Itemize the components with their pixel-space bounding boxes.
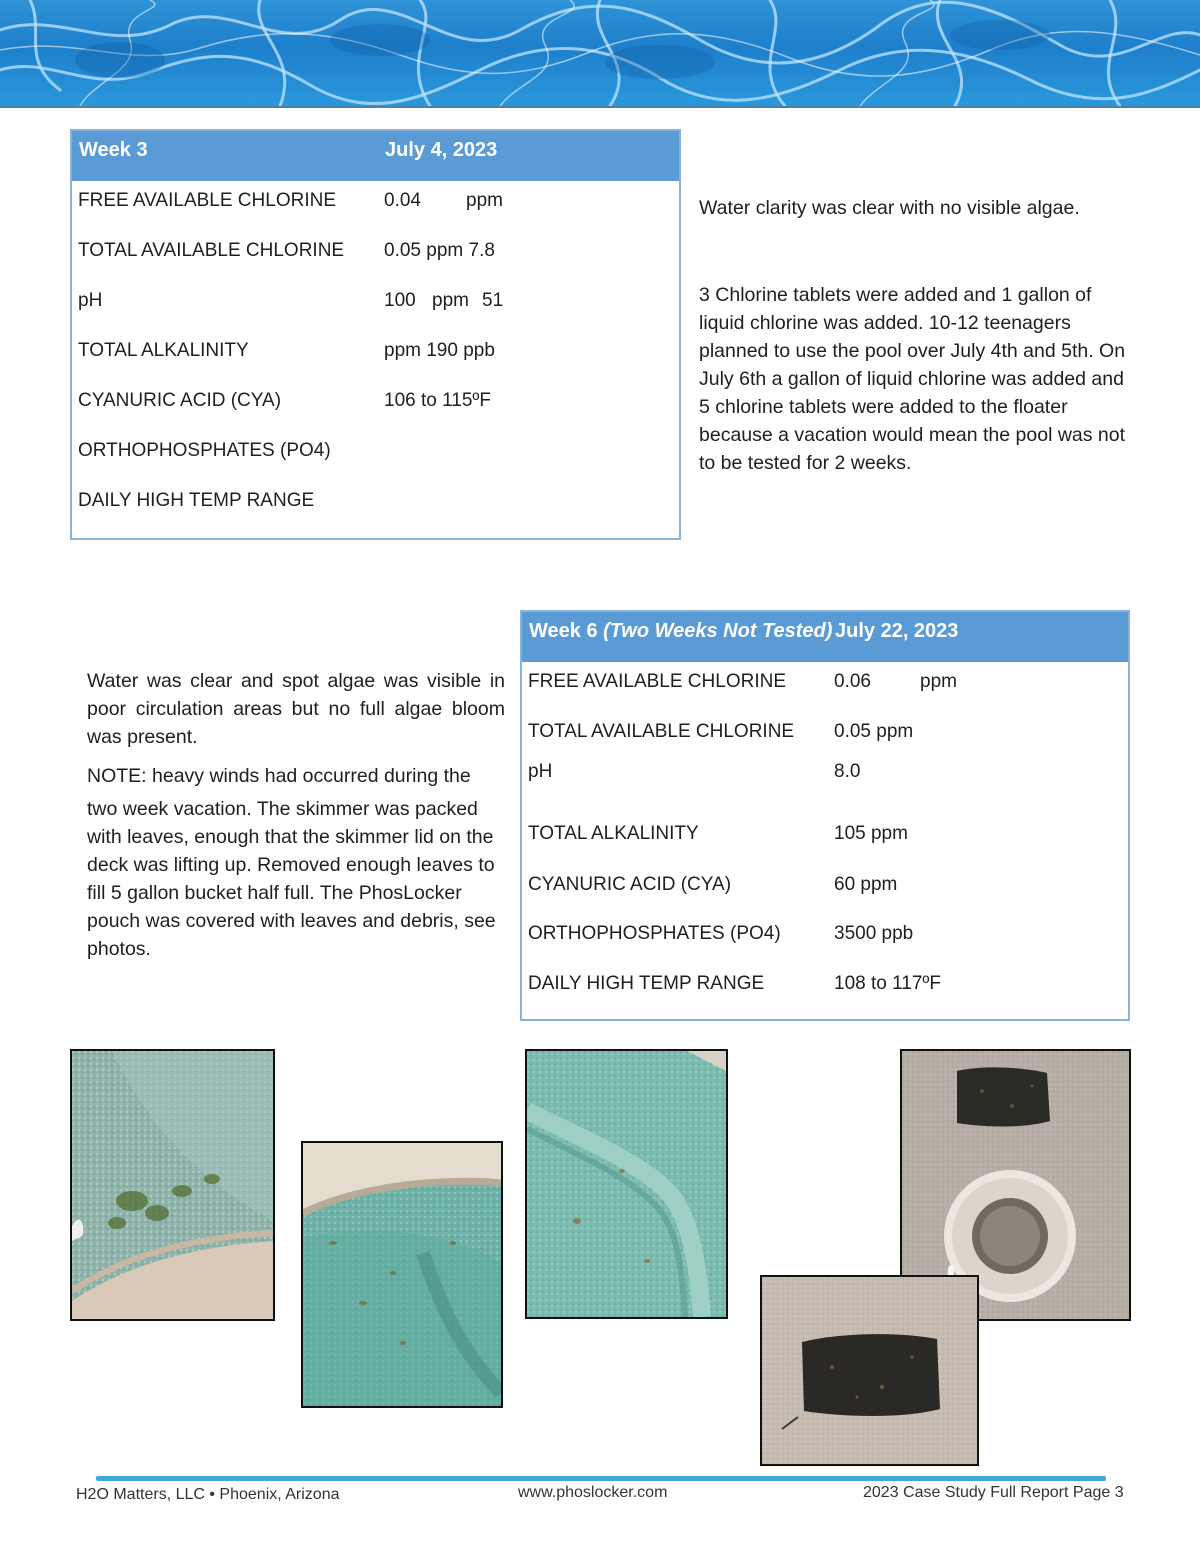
row-value: 60 ppm (834, 874, 898, 895)
row-value: 3500 ppb (834, 923, 914, 944)
week3-date: July 4, 2023 (385, 139, 498, 161)
pool-water-banner (0, 0, 1200, 106)
row-label: DAILY HIGH TEMP RANGE (528, 973, 765, 994)
week6-subtitle: (Two Weeks Not Tested) (603, 620, 833, 642)
row-label: ORTHOPHOSPHATES (PO4) (528, 923, 781, 944)
week6-date: July 22, 2023 (835, 620, 959, 642)
week6-note-body: two week vacation. The skimmer was packed with leaves, enough that the skimmer lid on the deck was lifting up. Removed enough leaves to fill 5 gallon bucket half full. The PhosLocker pouch was covered with leaves and debris, see photos. (87, 798, 496, 960)
photo-pool-step-algae-image (72, 1051, 273, 1319)
row-value: 0.04 (384, 190, 421, 211)
row-label: CYANURIC ACID (CYA) (528, 874, 732, 895)
water-caustics-graphic (0, 0, 1200, 106)
week3-table-header (72, 131, 679, 181)
row-label: pH (528, 761, 553, 782)
row-label: DAILY HIGH TEMP RANGE (78, 490, 315, 511)
photo-pool-edge-leaves-image (303, 1143, 501, 1406)
week6-test-table (520, 610, 1130, 1021)
row-value: 100 (384, 290, 416, 311)
footer-website-link[interactable]: www.phoslocker.com (518, 1484, 668, 1501)
row-label: TOTAL ALKALINITY (78, 340, 249, 361)
row-label: TOTAL AVAILABLE CHLORINE (528, 721, 795, 742)
row-label: CYANURIC ACID (CYA) (78, 390, 282, 411)
week3-title: Week 3 (79, 139, 148, 161)
week6-note-line1: NOTE: heavy winds had occurred during the (87, 765, 471, 787)
row-value: ppm 190 ppb (384, 340, 495, 361)
row-unit: ppm (432, 290, 469, 311)
row-extra: 51 (482, 290, 504, 311)
row-value: 8.0 (834, 761, 861, 782)
row-value: 0.06 (834, 671, 871, 692)
footer-page-label: 2023 Case Study Full Report Page 3 (863, 1484, 1124, 1501)
row-value: 0.05 ppm (834, 721, 914, 742)
row-label: FREE AVAILABLE CHLORINE (78, 190, 336, 211)
week3-clarity-note: Water clarity was clear with no visible algae. (699, 197, 1080, 219)
photo-pouch-closeup-image (762, 1277, 977, 1464)
row-label: FREE AVAILABLE CHLORINE (528, 671, 786, 692)
photo-pool-edge-leaves (301, 1141, 503, 1408)
photo-pool-corner-image (527, 1051, 726, 1317)
week6-title (529, 620, 832, 643)
row-label: pH (78, 290, 103, 311)
row-value: 106 to 115ºF (384, 390, 491, 411)
row-value: 0.05 ppm 7.8 (384, 240, 495, 261)
footer-company: H2O Matters, LLC • Phoenix, Arizona (76, 1486, 340, 1503)
week6-table-header (522, 612, 1128, 662)
row-label: TOTAL AVAILABLE CHLORINE (78, 240, 345, 261)
banner-divider (0, 106, 1200, 108)
row-label: TOTAL ALKALINITY (528, 823, 699, 844)
row-value: 108 to 117ºF (834, 973, 941, 994)
week6-clarity-note: Water was clear and spot algae was visible in poor circulation areas but no full algae bloom was present. (87, 670, 505, 748)
photo-pouch-closeup (760, 1275, 979, 1466)
row-unit: ppm (920, 671, 957, 692)
week6-title-text: Week 6 (529, 620, 598, 642)
row-label: ORTHOPHOSPHATES (PO4) (78, 440, 331, 461)
week3-test-table (70, 129, 681, 540)
week3-treatment-note: 3 Chlorine tablets were added and 1 gallon of liquid chlorine was added. 10-12 teenagers planned to use the pool over July 4th and 5th. On July 6th a gallon of liquid chlorine was added and 5 chlorine tablets were added to the floater because a vacation would mean the pool was not to be tested for 2 weeks. (699, 284, 1126, 474)
row-unit: ppm (466, 190, 503, 211)
photo-pool-step-algae (70, 1049, 275, 1321)
footer-rule (96, 1476, 1106, 1481)
photo-pool-corner (525, 1049, 728, 1319)
row-value: 105 ppm (834, 823, 908, 844)
